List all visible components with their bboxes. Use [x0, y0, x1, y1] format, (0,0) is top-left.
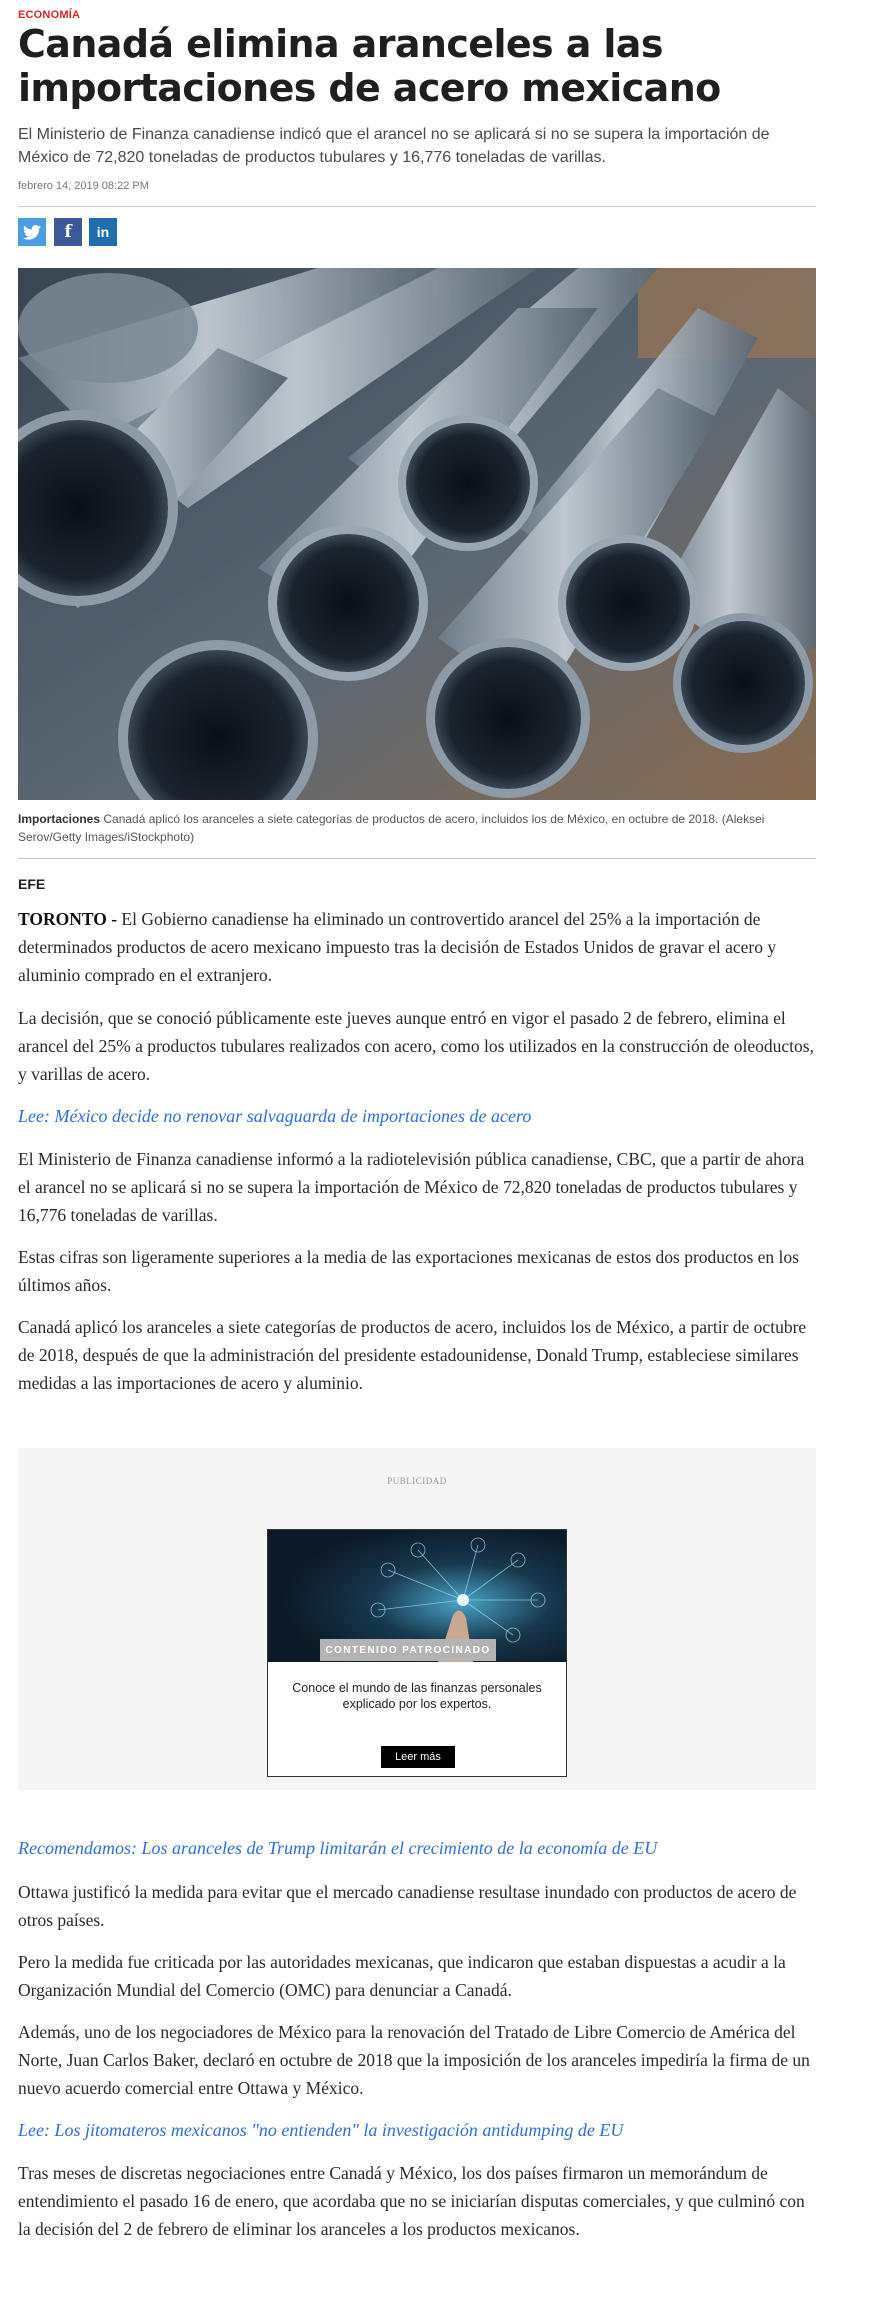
sponsored-badge: CONTENIDO PATROCINADO — [320, 1639, 496, 1661]
related-link[interactable]: Lee: Los jitomateros mexicanos "no entienden" la investigación antidumping de EU — [18, 2120, 624, 2140]
paragraph — [18, 905, 816, 989]
byline: EFE — [18, 876, 46, 892]
steel-pipes-photo — [18, 268, 816, 800]
sponsored-text: Conoce el mundo de las finanzas personales explicado por los expertos. — [292, 1681, 542, 1711]
dateline: TORONTO - — [18, 909, 118, 929]
twitter-share-button[interactable] — [18, 218, 46, 246]
hero-image — [18, 268, 816, 800]
headline: Canadá elimina aranceles a las importaciones de acero mexicano — [18, 22, 721, 110]
article-summary: El Ministerio de Finanza canadiense indicó que el arancel no se aplicará si no se supera la importación de México de 72,820 toneladas de productos tubulares y 16,776 toneladas de varillas. — [18, 126, 770, 166]
divider — [18, 858, 816, 859]
related-link[interactable]: Lee: México decide no renovar salvaguarda de importaciones de acero — [18, 1106, 532, 1126]
paragraph: Además, uno de los negociadores de México para la renovación del Tratado de Libre Comercio de América del Norte, Juan Carlos Baker, declaró en octubre de 2018 que la imposición de los aranceles impediría la firma de un nuevo acuerdo comercial entre Ottawa y México. — [18, 2022, 810, 2098]
paragraph: Ottawa justificó la medida para evitar que el mercado canadiense resultase inundado con productos de acero de otros países. — [18, 1882, 797, 1930]
caption-lead: Importaciones — [18, 812, 101, 826]
paragraph: Canadá aplicó los aranceles a siete categorías de productos de acero, incluidos los de México, a partir de octubre de 2018, después de que la administración del presidente estadounidense, Donald Trump, estableciese similares medidas a las importaciones de acero y aluminio. — [18, 1317, 807, 1393]
paragraph: El Ministerio de Finanza canadiense informó a la radiotelevisión pública canadiense, CBC, que a partir de ahora el arancel no se aplicará si no se supera la importación de México de 72,820 toneladas de productos tubulares y 16,776 toneladas de varillas. — [18, 1149, 805, 1225]
paragraph: Estas cifras son ligeramente superiores a la media de las exportaciones mexicanas de estos dos productos en los últimos años. — [18, 1247, 799, 1295]
twitter-icon — [23, 225, 41, 240]
advertisement — [18, 1448, 816, 1790]
divider — [18, 206, 816, 207]
linkedin-icon: in — [96, 224, 110, 240]
paragraph: Pero la medida fue criticada por las autoridades mexicanas, que indicaron que estaban dispuestas a acudir a la Organización Mundial del Comercio (OMC) para denunciar a Canadá. — [18, 1952, 786, 2000]
read-more-button[interactable]: Leer más — [381, 1746, 455, 1768]
sponsored-card[interactable] — [267, 1529, 567, 1777]
linkedin-share-button[interactable] — [89, 218, 117, 246]
facebook-share-button[interactable] — [54, 218, 82, 246]
image-caption — [18, 810, 816, 846]
section-label[interactable]: ECONOMÍA — [18, 9, 81, 21]
paragraph: Tras meses de discretas negociaciones entre Canadá y México, los dos países firmaron un memorándum de entendimiento el pasado 16 de enero, que acordaba que no se iniciarían disputas comerciales, y que culminó con la decisión del 2 de febrero de eliminar los aranceles a los productos mexicanos. — [18, 2163, 805, 2239]
ad-label: PUBLICIDAD — [387, 1476, 447, 1486]
related-link[interactable]: Recomendamos: Los aranceles de Trump limitarán el crecimiento de la economía de EU — [18, 1838, 658, 1858]
paragraph-text: El Gobierno canadiense ha eliminado un controvertido arancel del 25% a la importación de determinados productos de acero mexicano impuesto tras la decisión de Estados Unidos de gravar el acero y aluminio comprado en el extranjero. — [18, 909, 777, 985]
paragraph: La decisión, que se conoció públicamente este jueves aunque entró en vigor el pasado 2 de febrero, elimina el arancel del 25% a productos tubulares realizados con acero, como los utilizados en la construcción de oleoductos, y varillas de acero. — [18, 1008, 814, 1084]
publish-date: febrero 14, 2019 08:22 PM — [18, 180, 149, 192]
caption-text: Canadá aplicó los aranceles a siete categorías de productos de acero, incluidos los de México, en octubre de 2018. (Aleksei Serov/Getty Images/iStockphoto) — [18, 812, 765, 844]
facebook-icon: f — [64, 222, 72, 242]
